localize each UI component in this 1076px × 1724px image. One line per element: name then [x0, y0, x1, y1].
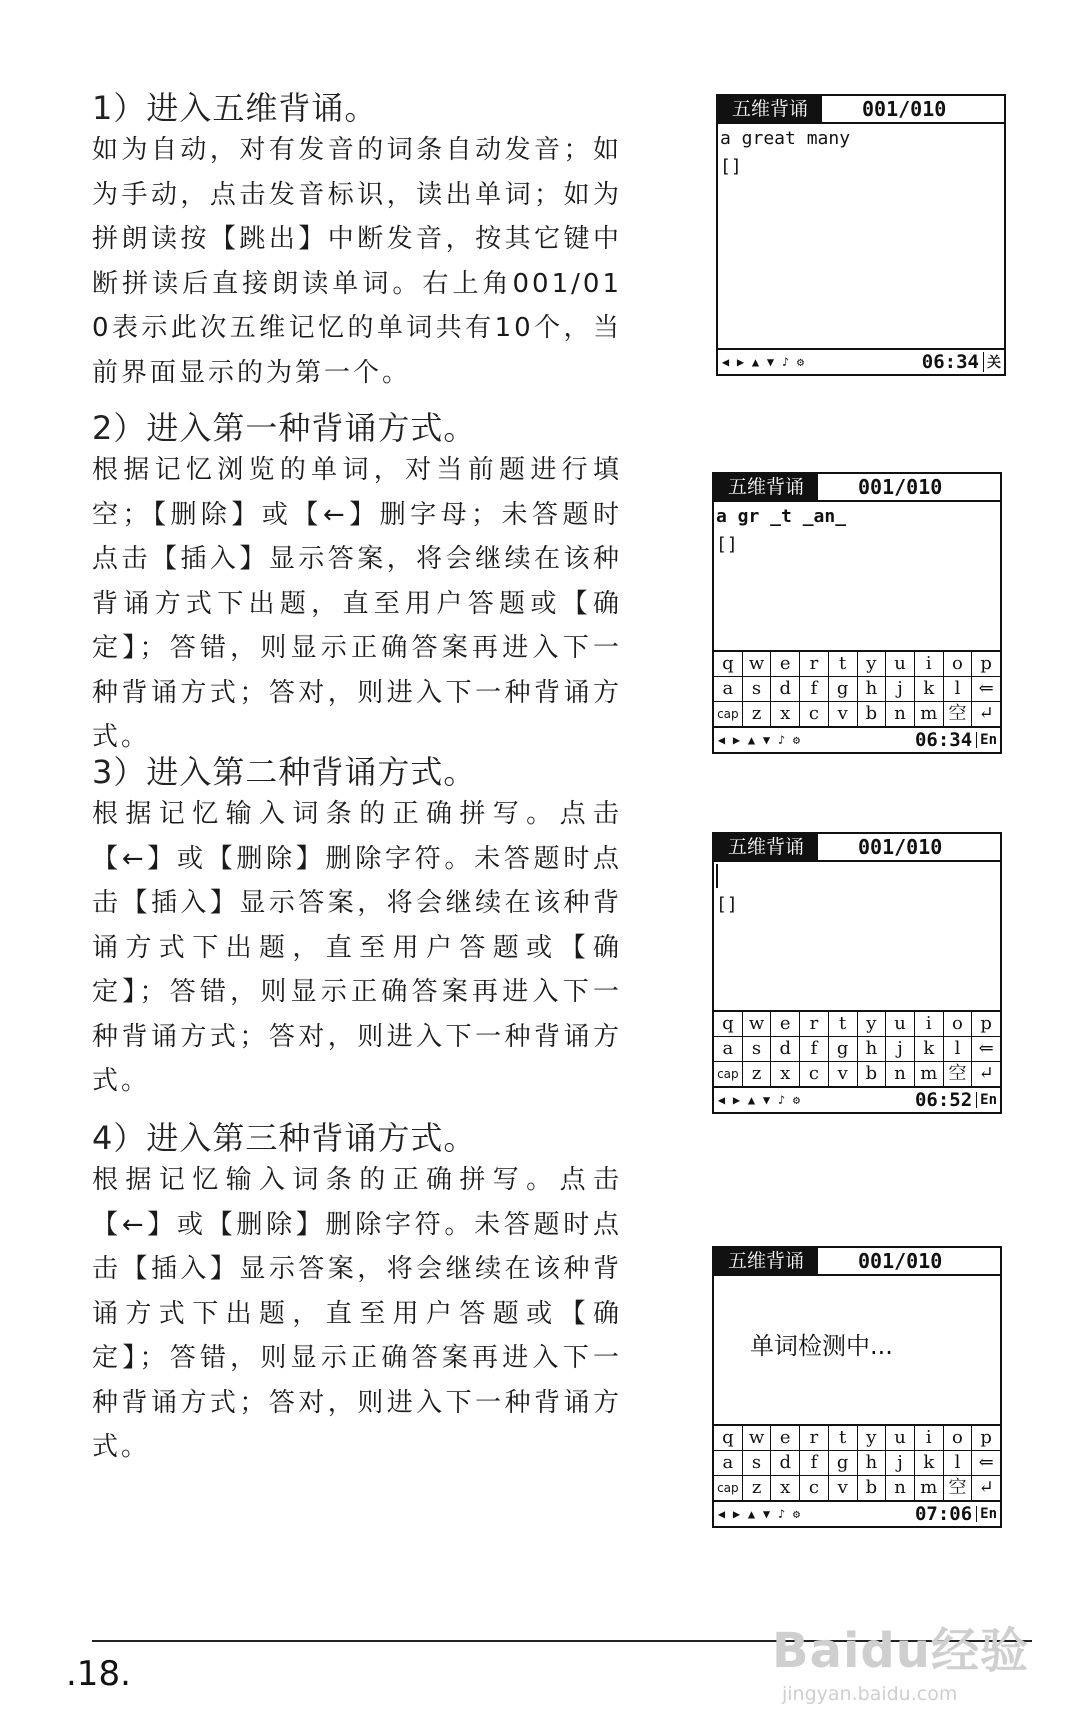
key[interactable]: z: [743, 1062, 772, 1086]
phonetic-text: []: [716, 894, 738, 915]
word-counter: 001/010: [862, 97, 947, 121]
keyboard-row-2: [714, 1037, 1000, 1062]
key[interactable]: n: [886, 702, 915, 726]
key[interactable]: n: [886, 1476, 915, 1500]
key[interactable]: u: [886, 1012, 915, 1036]
caps-key[interactable]: cap: [714, 702, 743, 726]
key[interactable]: j: [886, 1451, 915, 1475]
enter-key[interactable]: ↵: [978, 1477, 994, 1498]
backspace-key[interactable]: ⇐: [978, 1038, 994, 1059]
app-title: 五维背诵: [714, 1248, 818, 1274]
key[interactable]: j: [886, 1037, 915, 1061]
keyboard-row-3: [714, 702, 1000, 726]
key[interactable]: o: [944, 1426, 973, 1450]
right-arrow-icon[interactable]: ▶: [732, 1093, 741, 1107]
checking-message: 单词检测中...: [750, 1332, 893, 1360]
left-arrow-icon[interactable]: ◀: [721, 355, 730, 369]
page-down-icon[interactable]: ▼: [762, 1507, 771, 1521]
section-1: [92, 88, 622, 395]
status-bar: [714, 1086, 1000, 1112]
key[interactable]: s: [743, 1037, 772, 1061]
section-body: 根据记忆输入词条的正确拼写。点击【←】或【删除】删除字符。未答题时点击【插入】显示答案，将会继续在该种背诵方式下出题，直至用户答题或【确定】；答错，则显示正确答案再进入下一种背诵方式；答对，则进入下一种背诵方式。: [92, 1165, 622, 1462]
key[interactable]: i: [915, 652, 944, 676]
status-bar: [714, 1500, 1000, 1526]
key[interactable]: z: [743, 1476, 772, 1500]
key[interactable]: r: [800, 1426, 829, 1450]
right-arrow-icon[interactable]: ▶: [732, 733, 741, 747]
keyboard-row-2: [714, 677, 1000, 702]
baidu-logo: Baidu经验: [772, 1623, 1029, 1679]
status-bar: [714, 726, 1000, 752]
key[interactable]: a: [714, 677, 743, 701]
device-screen-4: [712, 1246, 1002, 1528]
key[interactable]: i: [915, 1426, 944, 1450]
key[interactable]: q: [714, 1012, 743, 1036]
key[interactable]: y: [858, 1012, 887, 1036]
speaker-icon[interactable]: ♪: [781, 355, 790, 369]
key[interactable]: w: [743, 1012, 772, 1036]
page-up-icon[interactable]: ▲: [747, 1507, 756, 1521]
enter-key[interactable]: ↵: [978, 1063, 994, 1084]
app-title: 五维背诵: [718, 96, 822, 122]
key[interactable]: h: [858, 1451, 887, 1475]
keyboard-row-1: [714, 1012, 1000, 1037]
settings-icon[interactable]: ⚙: [792, 1093, 801, 1107]
device-screen-1: [716, 94, 1006, 376]
section-title: 1）进入五维背诵。: [92, 89, 378, 127]
key[interactable]: n: [886, 1062, 915, 1086]
key[interactable]: x: [771, 1062, 800, 1086]
key[interactable]: p: [980, 653, 992, 674]
title-bar: [718, 96, 1004, 124]
key[interactable]: y: [858, 652, 887, 676]
app-title: 五维背诵: [714, 474, 818, 500]
section-title: 4）进入第三种背诵方式。: [92, 1119, 477, 1157]
key[interactable]: x: [771, 702, 800, 726]
key[interactable]: k: [915, 1451, 944, 1475]
space-key[interactable]: 空: [944, 702, 973, 726]
key[interactable]: d: [771, 677, 800, 701]
speaker-icon[interactable]: ♪: [777, 1507, 786, 1521]
page-up-icon[interactable]: ▲: [747, 1093, 756, 1107]
enter-key[interactable]: ↵: [978, 703, 994, 724]
key[interactable]: r: [800, 1012, 829, 1036]
watermark: [772, 1612, 1032, 1722]
key[interactable]: g: [829, 677, 858, 701]
section-4: [92, 1118, 622, 1470]
key[interactable]: j: [886, 677, 915, 701]
left-arrow-icon[interactable]: ◀: [717, 1093, 726, 1107]
key[interactable]: b: [858, 702, 887, 726]
word-text: a great many: [720, 128, 851, 149]
soft-keyboard: [714, 650, 1000, 726]
key[interactable]: c: [800, 1476, 829, 1500]
key[interactable]: k: [915, 1037, 944, 1061]
page-down-icon[interactable]: ▼: [762, 733, 771, 747]
key[interactable]: b: [858, 1476, 887, 1500]
key[interactable]: b: [858, 1062, 887, 1086]
key[interactable]: v: [829, 1062, 858, 1086]
section-title: 3）进入第二种背诵方式。: [92, 753, 477, 791]
section-body: 如为自动，对有发音的词条自动发音；如为手动，点击发音标识，读出单词；如为拼朗读按【跳出】中断发音，按其它键中断拼读后直接朗读单词。右上角001/010表示此次五维记忆的单词共有10个，当前界面显示的为第一个。: [92, 135, 622, 388]
input-mode[interactable]: En: [976, 732, 1000, 748]
title-bar: [714, 834, 1000, 862]
key[interactable]: c: [800, 702, 829, 726]
page-up-icon[interactable]: ▲: [751, 355, 760, 369]
left-arrow-icon[interactable]: ◀: [717, 733, 726, 747]
key[interactable]: s: [743, 1451, 772, 1475]
key[interactable]: l: [944, 1451, 973, 1475]
key[interactable]: d: [771, 1451, 800, 1475]
backspace-key[interactable]: ⇐: [978, 1452, 994, 1473]
settings-icon[interactable]: ⚙: [792, 1507, 801, 1521]
key[interactable]: f: [800, 1451, 829, 1475]
word-counter: 001/010: [858, 475, 943, 499]
key[interactable]: f: [800, 677, 829, 701]
backspace-key[interactable]: ⇐: [978, 678, 994, 699]
input-caret[interactable]: [716, 864, 718, 888]
space-key[interactable]: 空: [944, 1476, 973, 1500]
word-counter: 001/010: [858, 835, 943, 859]
speaker-icon[interactable]: ♪: [777, 733, 786, 747]
phonetic-text: []: [720, 156, 742, 177]
key[interactable]: u: [886, 1426, 915, 1450]
page-up-icon[interactable]: ▲: [747, 733, 756, 747]
key[interactable]: h: [858, 1037, 887, 1061]
key[interactable]: d: [771, 1037, 800, 1061]
clock: 06:34: [921, 351, 979, 373]
device-screen-3: [712, 832, 1002, 1114]
speaker-icon[interactable]: ♪: [777, 1093, 786, 1107]
title-bar: [714, 474, 1000, 502]
key[interactable]: h: [858, 677, 887, 701]
word-counter: 001/010: [858, 1249, 943, 1273]
keyboard-row-1: [714, 652, 1000, 677]
key[interactable]: l: [944, 677, 973, 701]
key[interactable]: p: [980, 1013, 992, 1034]
input-mode[interactable]: 关: [983, 352, 1004, 372]
clock: 07:06: [914, 1503, 973, 1525]
clock: 06:52: [914, 1089, 973, 1111]
section-title: 2）进入第一种背诵方式。: [92, 409, 477, 447]
settings-icon[interactable]: ⚙: [792, 733, 801, 747]
key[interactable]: x: [771, 1476, 800, 1500]
keyboard-row-2: [714, 1451, 1000, 1476]
key[interactable]: m: [915, 1476, 944, 1500]
right-arrow-icon[interactable]: ▶: [732, 1507, 741, 1521]
clock: 06:34: [914, 729, 973, 751]
caps-key[interactable]: cap: [714, 1062, 743, 1086]
input-mode[interactable]: En: [976, 1506, 1000, 1522]
left-arrow-icon[interactable]: ◀: [717, 1507, 726, 1521]
key[interactable]: o: [944, 1012, 973, 1036]
input-mode[interactable]: En: [976, 1092, 1000, 1108]
key[interactable]: y: [858, 1426, 887, 1450]
key[interactable]: r: [800, 652, 829, 676]
key[interactable]: g: [829, 1037, 858, 1061]
caps-key[interactable]: cap: [714, 1476, 743, 1500]
key[interactable]: v: [829, 702, 858, 726]
page-number: .18.: [66, 1654, 131, 1694]
section-2: [92, 408, 622, 760]
key[interactable]: e: [771, 652, 800, 676]
key[interactable]: c: [800, 1062, 829, 1086]
watermark-url: jingyan.baidu.com: [782, 1683, 958, 1705]
key[interactable]: z: [743, 702, 772, 726]
device-screen-2: [712, 472, 1002, 754]
phonetic-text: []: [716, 534, 738, 555]
soft-keyboard: [714, 1424, 1000, 1500]
app-title: 五维背诵: [714, 834, 818, 860]
key[interactable]: a: [714, 1037, 743, 1061]
keyboard-row-3: [714, 1062, 1000, 1086]
settings-icon[interactable]: ⚙: [796, 355, 805, 369]
title-bar: [714, 1248, 1000, 1276]
key[interactable]: e: [771, 1012, 800, 1036]
key[interactable]: f: [800, 1037, 829, 1061]
key[interactable]: t: [829, 1426, 858, 1450]
key[interactable]: i: [915, 1012, 944, 1036]
right-arrow-icon[interactable]: ▶: [736, 355, 745, 369]
key[interactable]: e: [771, 1426, 800, 1450]
key[interactable]: p: [980, 1427, 992, 1448]
key[interactable]: o: [944, 652, 973, 676]
key[interactable]: w: [743, 1426, 772, 1450]
section-body: 根据记忆浏览的单词，对当前题进行填空；【删除】或【←】删字母；未答题时点击【插入】显示答案，将会继续在该种背诵方式下出题，直至用户答题或【确定】；答错，则显示正确答案再进入下一种背诵方式；答对，则进入下一种背诵方式。: [92, 455, 622, 752]
key[interactable]: u: [886, 652, 915, 676]
key[interactable]: m: [915, 1062, 944, 1086]
fill-blank-word[interactable]: a gr _t _an_: [716, 506, 847, 527]
soft-keyboard: [714, 1010, 1000, 1086]
key[interactable]: g: [829, 1451, 858, 1475]
key[interactable]: m: [915, 702, 944, 726]
key[interactable]: w: [743, 652, 772, 676]
key[interactable]: v: [829, 1476, 858, 1500]
key[interactable]: t: [829, 652, 858, 676]
key[interactable]: a: [714, 1451, 743, 1475]
page-down-icon[interactable]: ▼: [766, 355, 775, 369]
key[interactable]: q: [714, 1426, 743, 1450]
keyboard-row-1: [714, 1426, 1000, 1451]
section-3: [92, 752, 622, 1104]
space-key[interactable]: 空: [944, 1062, 973, 1086]
key[interactable]: s: [743, 677, 772, 701]
status-bar: [718, 348, 1004, 374]
page-down-icon[interactable]: ▼: [762, 1093, 771, 1107]
key[interactable]: l: [944, 1037, 973, 1061]
keyboard-row-3: [714, 1476, 1000, 1500]
key[interactable]: q: [714, 652, 743, 676]
key[interactable]: k: [915, 677, 944, 701]
key[interactable]: t: [829, 1012, 858, 1036]
section-body: 根据记忆输入词条的正确拼写。点击【←】或【删除】删除字符。未答题时点击【插入】显示答案，将会继续在该种背诵方式下出题，直至用户答题或【确定】；答错，则显示正确答案再进入下一种背诵方式；答对，则进入下一种背诵方式。: [92, 799, 622, 1096]
